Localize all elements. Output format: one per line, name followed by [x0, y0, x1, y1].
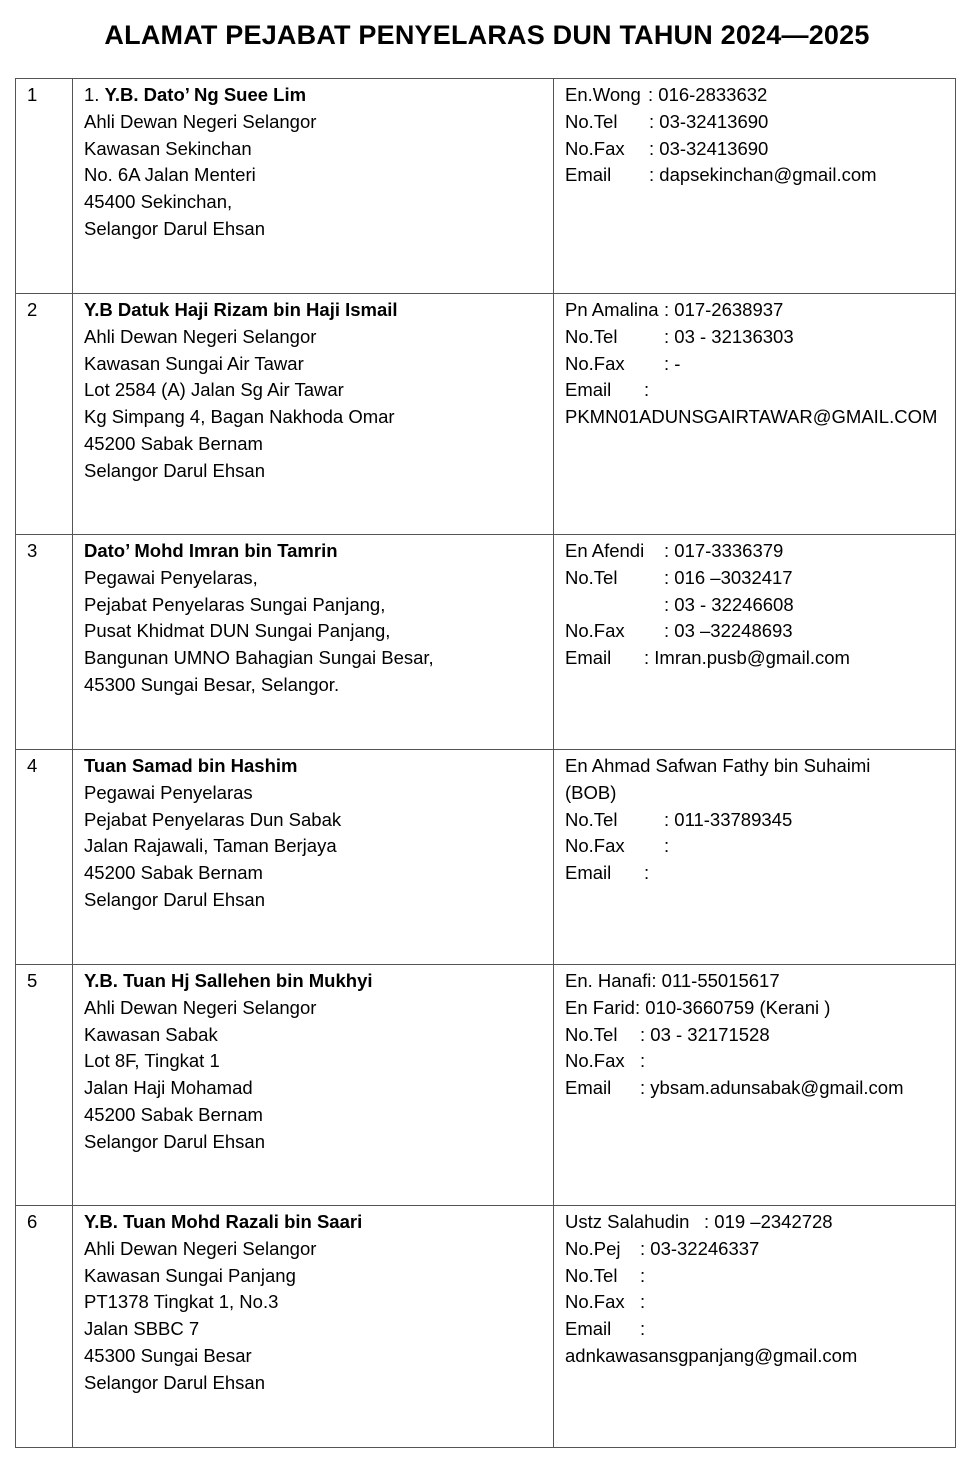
contact-cell: [554, 535, 956, 750]
contact-label: No.Fax: [565, 1291, 625, 1313]
table-row: [16, 294, 956, 535]
address-text: Lot 8F, Tingkat 1: [84, 1050, 220, 1072]
address-line: [84, 833, 543, 860]
contact-label: Email: [565, 164, 612, 186]
address-line: [84, 1048, 543, 1075]
address-line: [84, 592, 543, 619]
contact-value: : 03-32413690: [649, 110, 769, 132]
contact-label: En Farid: [565, 996, 635, 1018]
contact-line: [565, 377, 945, 404]
table-row: [16, 965, 956, 1206]
address-cell: [73, 79, 554, 294]
contact-value: : 019 –2342728: [704, 1211, 833, 1232]
address-line: [84, 324, 543, 351]
table-row: [16, 535, 956, 750]
email-value: : Imran.pusb@gmail.com: [644, 647, 850, 669]
contact-line: [565, 404, 945, 431]
address-line: [84, 162, 543, 189]
contact-value: : 03 - 32171528: [640, 1023, 770, 1045]
address-text: 45300 Sungai Besar: [84, 1344, 252, 1366]
list-prefix: 1.: [84, 84, 105, 105]
contact-label: Email: [565, 862, 612, 884]
contact-label: Email: [565, 647, 612, 669]
contact-label: En. Hanafi: [565, 970, 652, 991]
address-line: [84, 1022, 543, 1049]
contact-label: Email: [565, 1077, 612, 1099]
contact-label: (BOB): [565, 781, 617, 803]
officer-name: [84, 297, 543, 324]
address-text: Selangor Darul Ehsan: [84, 217, 265, 239]
address-line: [84, 351, 543, 378]
address-text: Jalan Rajawali, Taman Berjaya: [84, 835, 337, 857]
contact-label: En.Wong: [565, 84, 641, 105]
contact-line: [565, 538, 945, 565]
contact-line: [565, 1022, 945, 1049]
address-line: [84, 458, 543, 485]
address-line: [84, 807, 543, 834]
email-value: PKMN01ADUNSGAIRTAWAR@GMAIL.COM: [565, 406, 938, 428]
officer-name: [84, 968, 543, 995]
contact-line: [565, 1236, 945, 1263]
address-line: [84, 216, 543, 243]
contact-cell: [554, 1206, 956, 1448]
address-text: Jalan SBBC 7: [84, 1318, 200, 1340]
contact-value: :: [640, 1291, 646, 1313]
address-text: Y.B. Tuan Hj Sallehen bin Mukhyi: [84, 970, 373, 991]
address-text: Selangor Darul Ehsan: [84, 1371, 265, 1393]
address-line: [84, 565, 543, 592]
address-line: [84, 860, 543, 887]
email-value: : dapsekinchan@gmail.com: [649, 164, 877, 186]
contact-label: No.Tel: [565, 808, 618, 830]
contact-line: [565, 565, 945, 592]
address-line: [84, 1263, 543, 1290]
contact-cell: [554, 965, 956, 1206]
address-text: Y.B. Dato’ Ng Suee Lim: [104, 84, 307, 105]
address-text: Pejabat Penyelaras Dun Sabak: [84, 808, 342, 830]
address-text: Pegawai Penyelaras: [84, 781, 253, 803]
address-line: [84, 1075, 543, 1102]
address-cell: [73, 535, 554, 750]
address-line: [84, 1236, 543, 1263]
address-text: Bangunan UMNO Bahagian Sungai Besar,: [84, 647, 434, 669]
address-line: [84, 645, 543, 672]
contact-value: : 03-32246337: [640, 1237, 760, 1259]
address-text: Selangor Darul Ehsan: [84, 1130, 265, 1152]
row-number: 6: [16, 1206, 73, 1448]
contact-line: [565, 645, 945, 672]
address-text: 45300 Sungai Besar, Selangor.: [84, 673, 340, 695]
address-line: [84, 1343, 543, 1370]
address-text: Kawasan Sabak: [84, 1023, 218, 1045]
officer-name: [84, 1209, 543, 1236]
address-text: Kawasan Sekinchan: [84, 137, 252, 159]
table-row: [16, 79, 956, 294]
address-line: [84, 404, 543, 431]
contact-value: : 03 - 32246608: [664, 593, 794, 615]
contact-line: [565, 1075, 945, 1102]
contact-value: :: [644, 379, 650, 401]
row-number: 1: [16, 79, 73, 294]
address-text: Kawasan Sungai Air Tawar: [84, 352, 304, 374]
address-text: No. 6A Jalan Menteri: [84, 164, 256, 186]
contact-line: [565, 753, 945, 780]
contact-label: En Ahmad Safwan Fathy bin Suhaimi: [565, 755, 871, 776]
contact-line: [565, 162, 945, 189]
contact-label: No.Fax: [565, 137, 625, 159]
address-text: Kg Simpang 4, Bagan Nakhoda Omar: [84, 406, 395, 428]
contact-value: :: [640, 1050, 646, 1072]
contact-line: [565, 1209, 945, 1236]
address-cell: [73, 965, 554, 1206]
contact-cell: [554, 294, 956, 535]
address-text: Jalan Haji Mohamad: [84, 1077, 253, 1099]
email-value: adnkawasansgpanjang@gmail.com: [565, 1344, 858, 1366]
address-line: [84, 618, 543, 645]
address-text: Y.B. Tuan Mohd Razali bin Saari: [84, 1211, 363, 1232]
address-line: [84, 1289, 543, 1316]
contact-line: [565, 833, 945, 860]
address-text: 45200 Sabak Bernam: [84, 1103, 263, 1125]
page-title: ALAMAT PEJABAT PENYELARAS DUN TAHUN 2024—2025: [104, 20, 870, 50]
contact-label: No.Fax: [565, 352, 625, 374]
address-text: Ahli Dewan Negeri Selangor: [84, 1237, 317, 1259]
contact-label: [565, 592, 664, 619]
contact-label: No.Pej: [565, 1237, 621, 1259]
contact-value: :: [640, 1264, 646, 1286]
address-cell: [73, 294, 554, 535]
contact-line: [565, 297, 945, 324]
contact-label: Ustz Salahudin: [565, 1211, 690, 1232]
contact-line: [565, 860, 945, 887]
address-cell: [73, 750, 554, 965]
contact-line: [565, 968, 945, 995]
contact-cell: [554, 79, 956, 294]
contact-value: : 016 –3032417: [664, 566, 793, 588]
contact-line: [565, 618, 945, 645]
address-line: [84, 1129, 543, 1156]
address-line: [84, 1316, 543, 1343]
contact-line: [565, 1263, 945, 1290]
address-text: Pegawai Penyelaras,: [84, 566, 258, 588]
address-text: 45200 Sabak Bernam: [84, 432, 263, 454]
address-line: [84, 1370, 543, 1397]
row-number: 5: [16, 965, 73, 1206]
contact-line: [565, 351, 945, 378]
address-text: Pejabat Penyelaras Sungai Panjang,: [84, 593, 386, 615]
contact-value: : 011-33789345: [664, 808, 793, 830]
contact-value: :: [640, 1318, 646, 1340]
address-line: [84, 1102, 543, 1129]
contact-line: [565, 1343, 945, 1370]
address-line: [84, 995, 543, 1022]
address-line: [84, 109, 543, 136]
coordinator-office-table: [15, 78, 956, 1448]
contact-line: [565, 1289, 945, 1316]
contact-label: No.Tel: [565, 1264, 618, 1286]
address-text: Pusat Khidmat DUN Sungai Panjang,: [84, 620, 391, 642]
address-text: Selangor Darul Ehsan: [84, 459, 265, 481]
officer-name: [84, 538, 543, 565]
contact-value: : 010-3660759 (Kerani ): [635, 996, 831, 1018]
address-line: [84, 431, 543, 458]
contact-value: : 017-3336379: [664, 540, 784, 561]
contact-line: [565, 136, 945, 163]
address-line: [84, 377, 543, 404]
contact-line: [565, 1316, 945, 1343]
table-row: [16, 750, 956, 965]
contact-label: Email: [565, 379, 612, 401]
contact-value: :: [644, 862, 650, 884]
contact-line: [565, 807, 945, 834]
address-text: Ahli Dewan Negeri Selangor: [84, 325, 317, 347]
contact-value: : 03 - 32136303: [664, 325, 794, 347]
contact-line: [565, 324, 945, 351]
address-line: [84, 780, 543, 807]
address-text: 45200 Sabak Bernam: [84, 862, 263, 884]
contact-line: [565, 109, 945, 136]
row-number: 4: [16, 750, 73, 965]
contact-label: No.Fax: [565, 835, 625, 857]
officer-name: [84, 753, 543, 780]
contact-line: [565, 82, 945, 109]
contact-label: No.Tel: [565, 325, 618, 347]
email-value: : ybsam.adunsabak@gmail.com: [640, 1077, 904, 1099]
contact-label: En Afendi: [565, 540, 645, 561]
contact-value: : 017-2638937: [664, 299, 784, 320]
contact-label: No.Tel: [565, 566, 618, 588]
contact-value: : -: [664, 352, 681, 374]
contact-cell: [554, 750, 956, 965]
row-number: 3: [16, 535, 73, 750]
address-line: [84, 189, 543, 216]
contact-line: [565, 995, 945, 1022]
row-number: 2: [16, 294, 73, 535]
address-text: 45400 Sekinchan,: [84, 191, 233, 213]
address-text: Selangor Darul Ehsan: [84, 888, 265, 910]
address-line: [84, 136, 543, 163]
address-text: Y.B Datuk Haji Rizam bin Haji Ismail: [84, 299, 398, 320]
contact-label: No.Fax: [565, 1050, 625, 1072]
address-text: Ahli Dewan Negeri Selangor: [84, 996, 317, 1018]
address-text: Dato’ Mohd Imran bin Tamrin: [84, 540, 338, 561]
contact-value: : 016-2833632: [648, 84, 768, 105]
address-text: Lot 2584 (A) Jalan Sg Air Tawar: [84, 379, 344, 401]
address-text: Tuan Samad bin Hashim: [84, 755, 298, 776]
contact-label: Pn Amalina: [565, 299, 659, 320]
contact-label: No.Tel: [565, 1023, 618, 1045]
contact-label: No.Tel: [565, 110, 618, 132]
contact-line: [565, 780, 945, 807]
address-line: [84, 672, 543, 699]
officer-name: [84, 82, 543, 109]
contact-value: : 03-32413690: [649, 137, 769, 159]
contact-label: No.Fax: [565, 620, 625, 642]
contact-value: :: [664, 835, 670, 857]
address-line: [84, 887, 543, 914]
table-row: [16, 1206, 956, 1448]
contact-line: [565, 592, 945, 619]
address-cell: [73, 1206, 554, 1448]
contact-line: [565, 1048, 945, 1075]
contact-value: : 03 –32248693: [664, 620, 793, 642]
address-text: Ahli Dewan Negeri Selangor: [84, 110, 317, 132]
address-text: PT1378 Tingkat 1, No.3: [84, 1291, 279, 1313]
contact-label: Email: [565, 1318, 612, 1340]
address-text: Kawasan Sungai Panjang: [84, 1264, 296, 1286]
contact-value: : 011-55015617: [651, 970, 780, 991]
